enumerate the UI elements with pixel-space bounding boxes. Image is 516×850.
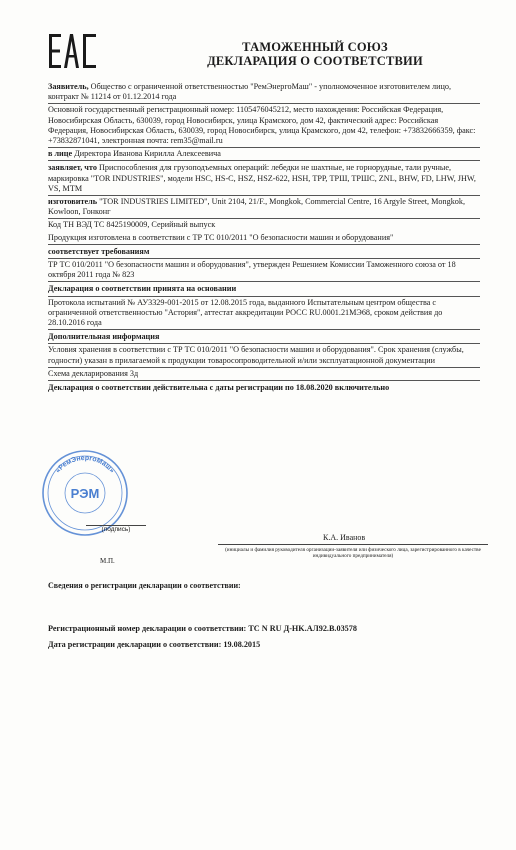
registration-info-label: Сведения о регистрации декларации о соответствии: <box>48 581 241 590</box>
manufacturer-text: "TOR INDUSTRIES LIMITED", Unit 2104, 21/F., Mongkok, Commercial Centre, 16 Argyle Street, Mongkok, Kowloon, Гонконг <box>48 197 466 217</box>
scheme-row: Схема декларирования 3д <box>48 369 480 381</box>
mp-label: М.П. <box>100 557 115 565</box>
registration-date: Дата регистрации декларации о соответствии: 19.08.2015 <box>48 640 261 649</box>
podpis-label: (подпись) <box>86 525 146 533</box>
signer-name: К.А. Иванов <box>323 533 366 542</box>
title-line-1: ТАМОЖЕННЫЙ СОЮЗ <box>242 40 388 54</box>
additional-label: Дополнительная информация <box>48 332 480 344</box>
additional-text: Условия хранения в соответствии с ТР ТС 010/2011 "О безопасности машин и оборудования". Срок хранения (службы, годности) указан в прилагаемой к продукции товаросопроводительной и/или эксплуатационной документации <box>48 345 480 367</box>
declares-row <box>48 163 480 196</box>
registration-row: Основной государственный регистрационный номер: 1105476045212, место нахождения: Российская Федерация, Новосибирская Область, 630039, город Новосибирск, улица Крамского, дом 42, фактический адрес: Российская Федерация, Новосибирская Область, 630039, город Новосибирск, улица Крамского, дом 42, телефон: +73832666359, факс: +73832871041, электронная почта: rem35@mail.ru <box>48 105 480 148</box>
eac-logo <box>48 31 98 71</box>
applicant-row <box>48 82 480 104</box>
declares-label: заявляет, что <box>48 163 97 173</box>
requirements-text: ТР ТС 010/2011 "О безопасности машин и оборудования", утвержден Решением Комиссии Таможенного союза от 18 октября 2011 года № 823 <box>48 260 480 282</box>
applicant-text: Общество с ограниченной ответственностью "РемЭнергоМаш" - уполномоченное изготовителем лицо, контракт № 11214 от 01.12.2014 года <box>48 82 452 102</box>
manufacturer-label: изготовитель <box>48 197 98 207</box>
manufacturer-row <box>48 197 480 219</box>
basis-text: Протокола испытаний № АУ3329-001-2015 от 12.08.2015 года, выданного Испытательным центром общества с ограниченной ответственностью "Астория", аттестат аккредитации РОСС RU.0001.21МЭ68, сроком действия до 28.10.2016 года <box>48 298 480 331</box>
signature-block <box>218 533 488 559</box>
document-title <box>150 40 480 68</box>
declares-text: Приспособления для грузоподъемных операций: лебедки не шахтные, не горнорудные, тали ручные, маркировка "TOR INDUSTRIES", модели HSC, HS-C, HSZ, HSZ-622, HSH, ТРР, ТРШ, ТРШС, ZNL, BHW, FD, LHW, JHW, VS, MTM <box>48 163 476 193</box>
declaration-body <box>48 82 480 395</box>
stamp-center-text: РЭМ <box>70 486 100 501</box>
validity-row: Декларация о соответствии действительна с даты регистрации по 18.08.2020 включительно <box>48 383 390 393</box>
person-label: в лице <box>48 149 73 159</box>
title-line-2: ДЕКЛАРАЦИЯ О СООТВЕТСТВИИ <box>207 54 423 68</box>
registration-number: Регистрационный номер декларации о соответствии: ТС N RU Д-HK.АЛ92.В.03578 <box>48 624 357 633</box>
basis-label: Декларация о соответствии принята на основании <box>48 284 480 296</box>
produced-row: Продукция изготовлена в соответствии с ТР ТС 010/2011 "О безопасности машин и оборудования" <box>48 233 480 245</box>
person-text: Директора Иванова Кирилла Алексеевича <box>72 149 221 159</box>
svg-text:«РемЭнергоМаш» <box>55 455 116 475</box>
applicant-label: Заявитель, <box>48 82 89 91</box>
stamp-top-text: «РемЭнергоМаш» <box>54 454 116 475</box>
signature-podpis <box>86 525 146 533</box>
code-row: Код ТН ВЭД ТС 8425190009, Серийный выпуск <box>48 220 216 230</box>
signature-caption: (инициалы и фамилия руководителя организации-заявителя или физического лица, зарегистрированного в качестве индивидуального предпринимателя) <box>225 547 481 559</box>
person-row <box>48 149 480 161</box>
signature-line <box>218 544 488 545</box>
requirements-label: соответствует требованиям <box>48 247 480 259</box>
